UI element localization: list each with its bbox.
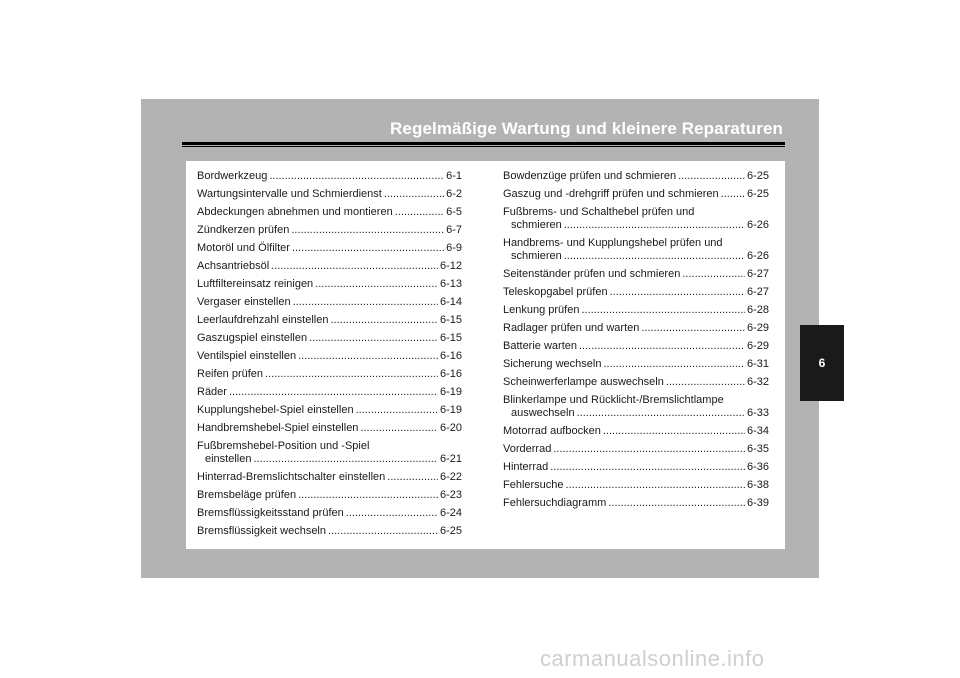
toc-entry-page: 6-19 bbox=[439, 404, 462, 416]
toc-entry-label: Vergaser einstellen bbox=[197, 296, 291, 308]
toc-entry-label: Fehlersuchdiagramm bbox=[503, 497, 607, 509]
toc-entry-page: 6-2 bbox=[446, 188, 462, 200]
toc-entry-label: einstellen bbox=[205, 453, 252, 465]
toc-entry-page: 6-29 bbox=[746, 340, 769, 352]
toc-entry[interactable] bbox=[503, 170, 769, 183]
toc-entry-label: Bremsflüssigkeitsstand prüfen bbox=[197, 507, 344, 519]
page-title: Regelmäßige Wartung und kleinere Reparaturen bbox=[390, 119, 783, 138]
toc-entry[interactable] bbox=[197, 368, 462, 381]
toc-leader-dots bbox=[577, 407, 745, 420]
toc-entry-page: 6-33 bbox=[746, 407, 769, 419]
toc-entry[interactable] bbox=[503, 376, 769, 389]
toc-entry[interactable] bbox=[503, 286, 769, 299]
toc-entry-page: 6-38 bbox=[746, 479, 769, 491]
toc-entry-page: 6-16 bbox=[439, 350, 462, 362]
toc-entry[interactable] bbox=[503, 237, 769, 263]
toc-entry-label: Leerlaufdrehzahl einstellen bbox=[197, 314, 329, 326]
chapter-tab: 6 bbox=[800, 325, 844, 401]
toc-entry-label: Handbremshebel-Spiel einstellen bbox=[197, 422, 359, 434]
toc-entry-page: 6-25 bbox=[746, 170, 769, 182]
toc-entry-label: auswechseln bbox=[511, 407, 575, 419]
toc-entry-label: Teleskopgabel prüfen bbox=[503, 286, 608, 298]
toc-entry[interactable] bbox=[503, 479, 769, 492]
toc-entry[interactable] bbox=[503, 188, 769, 201]
toc-leader-dots bbox=[291, 224, 444, 237]
toc-entry-label: Bordwerkzeug bbox=[197, 170, 268, 182]
toc-entry-page: 6-26 bbox=[746, 219, 769, 231]
toc-entry[interactable] bbox=[197, 507, 462, 520]
toc-entry[interactable] bbox=[503, 358, 769, 371]
toc-leader-dots bbox=[721, 188, 745, 201]
toc-leader-dots bbox=[271, 260, 438, 273]
title-rule-thin bbox=[182, 146, 785, 147]
toc-entry-page: 6-5 bbox=[446, 206, 462, 218]
toc-entry-page: 6-39 bbox=[746, 497, 769, 509]
toc-entry-label: Reifen prüfen bbox=[197, 368, 264, 380]
toc-leader-dots bbox=[641, 322, 745, 335]
toc-entry-page: 6-35 bbox=[746, 443, 769, 455]
toc-entry[interactable] bbox=[197, 206, 462, 219]
toc-entry[interactable] bbox=[197, 422, 462, 435]
toc-entry-label: Fehlersuche bbox=[503, 479, 564, 491]
toc-entry-label: Gaszugspiel einstellen bbox=[197, 332, 308, 344]
toc-leader-dots bbox=[292, 242, 444, 255]
toc-entry-label: Zündkerzen prüfen bbox=[197, 224, 290, 236]
toc-entry-label: Räder bbox=[197, 386, 227, 398]
toc-entry-label: Batterie warten bbox=[503, 340, 577, 352]
toc-leader-dots bbox=[309, 332, 438, 345]
toc-entry-label: Abdeckungen abnehmen und montieren bbox=[197, 206, 393, 218]
toc-panel bbox=[186, 161, 785, 549]
toc-entry-page: 6-15 bbox=[439, 332, 462, 344]
toc-entry-label: Lenkung prüfen bbox=[503, 304, 580, 316]
toc-entry-label: Radlager prüfen und warten bbox=[503, 322, 640, 334]
toc-leader-dots bbox=[315, 278, 438, 291]
toc-entry-page: 6-26 bbox=[746, 250, 769, 262]
toc-leader-dots bbox=[293, 296, 438, 309]
toc-entry[interactable] bbox=[197, 170, 462, 183]
toc-entry-page: 6-16 bbox=[439, 368, 462, 380]
toc-leader-dots bbox=[566, 479, 745, 492]
toc-entry[interactable] bbox=[197, 314, 462, 327]
toc-entry-label: Ventilspiel einstellen bbox=[197, 350, 297, 362]
toc-entry-label: Hinterrad-Bremslichtschalter einstellen bbox=[197, 471, 386, 483]
toc-entry-page: 6-1 bbox=[446, 170, 462, 182]
title-rule-thick bbox=[182, 142, 785, 145]
toc-entry[interactable] bbox=[197, 350, 462, 363]
toc-leader-dots bbox=[298, 350, 438, 363]
toc-entry[interactable] bbox=[503, 268, 769, 281]
toc-entry-page: 6-28 bbox=[746, 304, 769, 316]
toc-entry[interactable] bbox=[197, 386, 462, 399]
toc-entry-label: schmieren bbox=[511, 219, 562, 231]
toc-entry[interactable] bbox=[197, 224, 462, 237]
toc-entry[interactable] bbox=[197, 332, 462, 345]
toc-entry[interactable] bbox=[197, 188, 462, 201]
toc-leader-dots bbox=[553, 443, 745, 456]
toc-leader-dots bbox=[581, 304, 745, 317]
toc-entry-page: 6-27 bbox=[746, 268, 769, 280]
toc-entry-label-first-line: Fußbremshebel-Position und -Spiel bbox=[197, 440, 370, 452]
watermark-text: carmanualsonline.info bbox=[540, 646, 765, 671]
toc-entry-label: Bowdenzüge prüfen und schmieren bbox=[503, 170, 677, 182]
toc-leader-dots bbox=[603, 358, 745, 371]
toc-entry[interactable] bbox=[503, 340, 769, 353]
toc-entry-page: 6-22 bbox=[439, 471, 462, 483]
toc-entry-page: 6-19 bbox=[439, 386, 462, 398]
toc-entry-label: Sicherung wechseln bbox=[503, 358, 602, 370]
toc-entry[interactable] bbox=[197, 525, 462, 538]
toc-leader-dots bbox=[298, 489, 438, 502]
manual-page bbox=[141, 99, 819, 578]
toc-entry-page: 6-34 bbox=[746, 425, 769, 437]
toc-entry[interactable] bbox=[503, 304, 769, 317]
toc-leader-dots bbox=[678, 170, 745, 183]
toc-entry-label: Gaszug und -drehgriff prüfen und schmieren bbox=[503, 188, 719, 200]
toc-entry-label: Seitenständer prüfen und schmieren bbox=[503, 268, 681, 280]
toc-entry-page: 6-27 bbox=[746, 286, 769, 298]
toc-entry-page: 6-13 bbox=[439, 278, 462, 290]
toc-entry[interactable] bbox=[197, 489, 462, 502]
toc-leader-dots bbox=[682, 268, 745, 281]
toc-entry-label: Motoröl und Ölfilter bbox=[197, 242, 290, 254]
toc-column-left bbox=[197, 170, 462, 543]
toc-entry[interactable] bbox=[503, 443, 769, 456]
toc-entry[interactable] bbox=[503, 206, 769, 232]
toc-column-right bbox=[503, 170, 769, 515]
toc-entry-label: Luftfiltereinsatz reinigen bbox=[197, 278, 314, 290]
toc-entry-page: 6-32 bbox=[746, 376, 769, 388]
toc-leader-dots bbox=[608, 497, 745, 510]
toc-entry[interactable] bbox=[197, 260, 462, 273]
toc-entry-label: Vorderrad bbox=[503, 443, 552, 455]
toc-entry-label: Scheinwerferlampe auswechseln bbox=[503, 376, 664, 388]
toc-entry-page: 6-15 bbox=[439, 314, 462, 326]
toc-entry[interactable] bbox=[197, 440, 462, 466]
toc-leader-dots bbox=[603, 425, 745, 438]
toc-entry-label-first-line: Fußbrems- und Schalthebel prüfen und bbox=[503, 206, 695, 218]
toc-entry[interactable] bbox=[197, 242, 462, 255]
toc-leader-dots bbox=[253, 453, 437, 466]
toc-leader-dots bbox=[395, 206, 444, 219]
toc-entry[interactable] bbox=[197, 296, 462, 309]
toc-entry-page: 6-29 bbox=[746, 322, 769, 334]
toc-leader-dots bbox=[564, 219, 745, 232]
toc-leader-dots bbox=[550, 461, 745, 474]
toc-entry-label: Achsantriebsöl bbox=[197, 260, 270, 272]
toc-entry[interactable] bbox=[503, 497, 769, 510]
toc-entry[interactable] bbox=[503, 425, 769, 438]
toc-leader-dots bbox=[579, 340, 745, 353]
toc-entry-page: 6-9 bbox=[446, 242, 462, 254]
toc-leader-dots bbox=[564, 250, 745, 263]
toc-entry[interactable] bbox=[197, 278, 462, 291]
toc-entry-label-first-line: Blinkerlampe und Rücklicht-/Bremslichtlampe bbox=[503, 394, 724, 406]
toc-leader-dots bbox=[229, 386, 438, 399]
toc-entry[interactable] bbox=[503, 461, 769, 474]
toc-entry-label: Bremsflüssigkeit wechseln bbox=[197, 525, 326, 537]
toc-entry[interactable] bbox=[503, 322, 769, 335]
toc-entry[interactable] bbox=[197, 471, 462, 484]
toc-entry-label: Motorrad aufbocken bbox=[503, 425, 601, 437]
toc-entry-page: 6-12 bbox=[439, 260, 462, 272]
toc-entry-label: Kupplungshebel-Spiel einstellen bbox=[197, 404, 354, 416]
toc-entry-page: 6-31 bbox=[746, 358, 769, 370]
toc-entry-label: Hinterrad bbox=[503, 461, 549, 473]
toc-entry-page: 6-24 bbox=[439, 507, 462, 519]
toc-entry-page: 6-14 bbox=[439, 296, 462, 308]
toc-leader-dots bbox=[356, 404, 438, 417]
toc-entry-label: Bremsbeläge prüfen bbox=[197, 489, 297, 501]
toc-entry[interactable] bbox=[503, 394, 769, 420]
toc-entry-page: 6-36 bbox=[746, 461, 769, 473]
toc-entry-page: 6-25 bbox=[439, 525, 462, 537]
toc-entry-page: 6-7 bbox=[446, 224, 462, 236]
toc-entry-label: schmieren bbox=[511, 250, 562, 262]
toc-leader-dots bbox=[269, 170, 444, 183]
toc-leader-dots bbox=[346, 507, 438, 520]
toc-entry-page: 6-20 bbox=[439, 422, 462, 434]
toc-entry-page: 6-23 bbox=[439, 489, 462, 501]
toc-entry-page: 6-25 bbox=[746, 188, 769, 200]
toc-leader-dots bbox=[265, 368, 438, 381]
toc-entry-label-first-line: Handbrems- und Kupplungshebel prüfen und bbox=[503, 237, 723, 249]
toc-leader-dots bbox=[610, 286, 745, 299]
toc-leader-dots bbox=[360, 422, 438, 435]
toc-leader-dots bbox=[387, 471, 438, 484]
toc-entry[interactable] bbox=[197, 404, 462, 417]
toc-leader-dots bbox=[330, 314, 437, 327]
toc-entry-page: 6-21 bbox=[439, 453, 462, 465]
toc-leader-dots bbox=[328, 525, 438, 538]
toc-leader-dots bbox=[666, 376, 745, 389]
toc-leader-dots bbox=[384, 188, 444, 201]
toc-entry-label: Wartungsintervalle und Schmierdienst bbox=[197, 188, 382, 200]
